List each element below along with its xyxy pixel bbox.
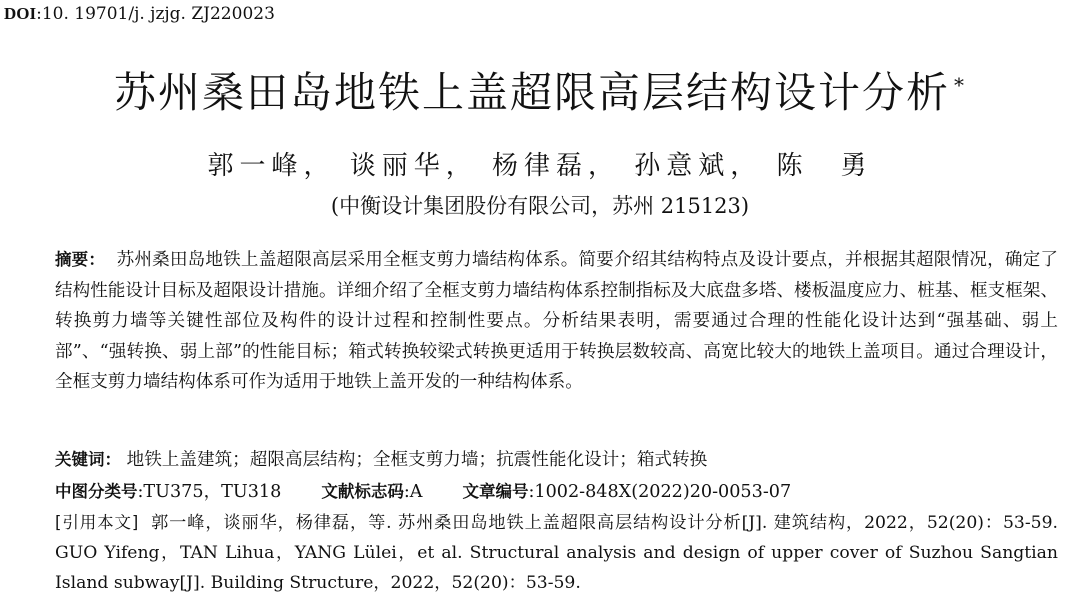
title-text: 苏州桑田岛地铁上盖超限高层结构设计分析: [113, 68, 950, 117]
keywords-line: [55, 446, 1058, 471]
classification-line: [55, 478, 1058, 503]
document-code-value: :A: [403, 482, 423, 502]
clc-label: 中图分类号: [55, 482, 138, 501]
citation-block: [55, 508, 1058, 598]
keywords-label: 关键词：: [55, 450, 121, 469]
affiliation: (中衡设计集团股份有限公司，苏州 215123): [330, 194, 750, 218]
keywords-text: 地铁上盖建筑；超限高层结构；全框支剪力墙；抗震性能化设计；箱式转换: [126, 450, 708, 470]
title-footnote-mark: *: [954, 73, 966, 97]
paper-title: [0, 60, 1080, 120]
doi-value: :10. 19701/j. jzjg. ZJ220023: [36, 4, 275, 24]
abstract-label: 摘要：: [55, 250, 106, 269]
abstract-block: [55, 245, 1058, 398]
doi-label: DOI: [4, 4, 37, 23]
author-list: 郭一峰， 谈丽华， 杨律磊， 孙意斌， 陈 勇: [207, 151, 873, 181]
abstract-text: 苏州桑田岛地铁上盖超限高层采用全框支剪力墙结构体系。简要介绍其结构特点及设计要点，并根据其超限情况，确定了结构性能设计目标及超限设计措施。详细介绍了全框支剪力墙结构体系控制指标及大底盘多塔、楼板温度应力、桩基、框支框架、转换剪力墙等关键性部位及构件的设计过程和控制性要点。分析结果表明，需要通过合理的性能化设计达到“强基础、弱上部”、“强转换、弱上部”的性能目标；箱式转换较梁式转换更适用于转换层数较高、高宽比较大的地铁上盖项目。通过合理设计，全框支剪力墙结构体系可作为适用于地铁上盖开发的一种结构体系。: [55, 250, 1059, 392]
article-number-value: :1002-848X(2022)20-0053-07: [528, 482, 792, 502]
clc-value: :TU375，TU318: [137, 482, 282, 502]
document-code-label: 文献标志码: [321, 482, 404, 501]
article-number-label: 文章编号: [462, 482, 529, 501]
citation-text: 郭一峰，谈丽华，杨律磊，等. 苏州桑田岛地铁上盖超限高层结构设计分析[J]. 建筑结构，2022，52(20)：53-59. GUO Yifeng，TAN Lihua，YANG Lülei，et al. Structural analysis and design of upper cover of Suzhou Sangtian Island subway[J]. Building Structure，2022，52(20)：53-59.: [55, 513, 1058, 593]
doi-line: [4, 4, 275, 24]
citation-label: [引用本文]: [55, 513, 139, 532]
